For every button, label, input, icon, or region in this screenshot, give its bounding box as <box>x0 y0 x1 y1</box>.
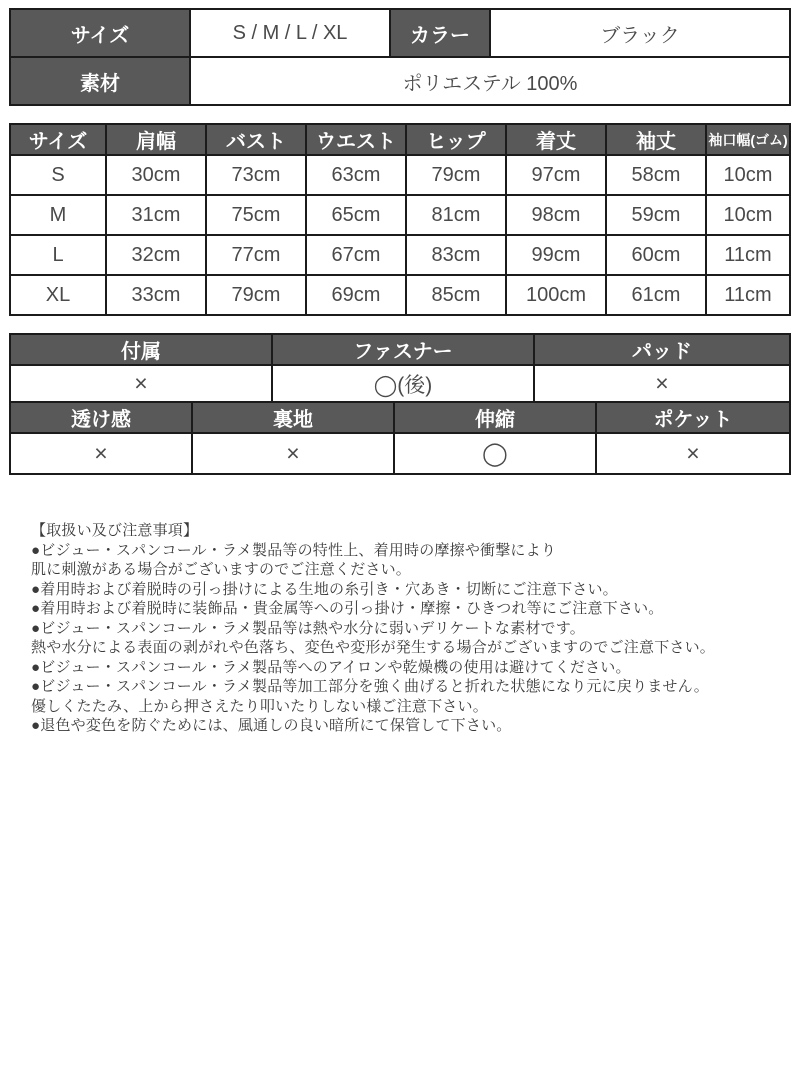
size-label: サイズ <box>10 9 190 57</box>
size-chart-cell: S <box>10 155 106 195</box>
size-chart-cell: 60cm <box>606 235 706 275</box>
pad-value: × <box>534 365 790 402</box>
size-chart-cell: 58cm <box>606 155 706 195</box>
pad-label: パッド <box>534 334 790 365</box>
pocket-label: ポケット <box>596 402 790 433</box>
size-chart-cell: 79cm <box>406 155 506 195</box>
table-row <box>10 57 790 105</box>
size-chart-cell: 10cm <box>706 195 790 235</box>
features-table-1 <box>9 333 791 403</box>
size-chart-header-cell: サイズ <box>10 124 106 155</box>
size-chart-header-cell: ヒップ <box>406 124 506 155</box>
size-chart-cell: 67cm <box>306 235 406 275</box>
size-chart-cell: XL <box>10 275 106 315</box>
size-chart-cell: 33cm <box>106 275 206 315</box>
accessories-value: × <box>10 365 272 402</box>
sheerness-label: 透け感 <box>10 402 192 433</box>
size-chart-header-cell: 肩幅 <box>106 124 206 155</box>
table-row-size-l <box>10 235 790 275</box>
size-chart-cell: 69cm <box>306 275 406 315</box>
size-chart-cell: 85cm <box>406 275 506 315</box>
size-value: S / M / L / XL <box>190 9 390 57</box>
lining-value: × <box>192 433 394 474</box>
size-chart-cell: M <box>10 195 106 235</box>
stretch-value: ◯ <box>394 433 596 474</box>
size-chart-cell: 77cm <box>206 235 306 275</box>
size-chart-header-cell: バスト <box>206 124 306 155</box>
table-row-size-s <box>10 155 790 195</box>
features-table-2 <box>9 401 791 475</box>
table-row <box>10 9 790 57</box>
sheerness-value: × <box>10 433 192 474</box>
size-chart-cell: 11cm <box>706 275 790 315</box>
size-chart-cell: 99cm <box>506 235 606 275</box>
care-note-line: ●退色や変色を防ぐためには、風通しの良い暗所にて保管して下さい。 <box>31 717 512 734</box>
spec-summary-table <box>9 8 791 106</box>
care-note-line: ●ビジュー・スパンコール・ラメ製品等の特性上、着用時の摩擦や衝撃により <box>31 541 557 559</box>
size-chart-cell: 100cm <box>506 275 606 315</box>
size-chart-cell: 75cm <box>206 195 306 235</box>
size-chart-header-cell: 袖丈 <box>606 124 706 155</box>
care-note-line: ●ビジュー・スパンコール・ラメ製品等は熱や水分に弱いデリケートな素材です。 <box>31 619 585 637</box>
size-chart-cell: 79cm <box>206 275 306 315</box>
care-note-line: ●ビジュー・スパンコール・ラメ製品等へのアイロンや乾燥機の使用は避けてください。 <box>31 658 631 676</box>
size-chart-cell: 97cm <box>506 155 606 195</box>
size-chart-cell: 32cm <box>106 235 206 275</box>
size-chart-table <box>9 123 791 316</box>
color-value: ブラック <box>490 9 790 57</box>
size-chart-cell: L <box>10 235 106 275</box>
size-chart-header-row <box>10 124 790 155</box>
accessories-label: 付属 <box>10 334 272 365</box>
care-note-line: 肌に刺激がある場合がございますのでご注意ください。 <box>31 561 412 578</box>
size-chart-header-cell: ウエスト <box>306 124 406 155</box>
size-chart-cell: 73cm <box>206 155 306 195</box>
table-row-size-xl <box>10 275 790 315</box>
size-chart-cell: 98cm <box>506 195 606 235</box>
fastener-label: ファスナー <box>272 334 534 365</box>
features1-value-row <box>10 365 790 402</box>
features2-header-row <box>10 402 790 433</box>
size-chart-cell: 30cm <box>106 155 206 195</box>
care-note-line: ●着用時および着脱時の引っ掛けによる生地の糸引き・穴あき・切断にご注意下さい。 <box>31 580 618 598</box>
fastener-value: ◯(後) <box>272 365 534 402</box>
size-chart-cell: 10cm <box>706 155 790 195</box>
care-note-line: 優しくたたみ、上から押さえたり叩いたりしない様ご注意下さい。 <box>31 697 488 715</box>
color-label: カラー <box>390 9 490 57</box>
size-chart-cell: 63cm <box>306 155 406 195</box>
material-value: ポリエステル 100% <box>190 57 790 105</box>
size-chart-header-cell: 着丈 <box>506 124 606 155</box>
product-spec-page <box>0 8 800 1067</box>
care-note-line: 熱や水分による表面の剥がれや色落ち、変色や変形が発生する場合がございますのでご注意下さい。 <box>31 639 716 656</box>
care-note-line: ●ビジュー・スパンコール・ラメ製品等加工部分を強く曲げると折れた状態になり元に戻りません。 <box>31 678 709 695</box>
size-chart-cell: 61cm <box>606 275 706 315</box>
lining-label: 裏地 <box>192 402 394 433</box>
size-chart-cell: 81cm <box>406 195 506 235</box>
features2-value-row <box>10 433 790 474</box>
care-note-line: ●着用時および着脱時に装飾品・貴金属等への引っ掛け・摩擦・ひきつれ等にご注意下さい。 <box>31 600 664 617</box>
features1-header-row <box>10 334 790 365</box>
size-chart-cell: 31cm <box>106 195 206 235</box>
size-chart-cell: 65cm <box>306 195 406 235</box>
care-notes <box>31 521 780 736</box>
size-chart-cell: 59cm <box>606 195 706 235</box>
table-row-size-m <box>10 195 790 235</box>
size-chart-cell: 11cm <box>706 235 790 275</box>
size-chart-cell: 83cm <box>406 235 506 275</box>
pocket-value: × <box>596 433 790 474</box>
stretch-label: 伸縮 <box>394 402 596 433</box>
size-chart-header-cell: 袖口幅(ゴム) <box>706 124 790 155</box>
care-notes-title: 【取扱い及び注意事項】 <box>31 522 199 539</box>
material-label: 素材 <box>10 57 190 105</box>
